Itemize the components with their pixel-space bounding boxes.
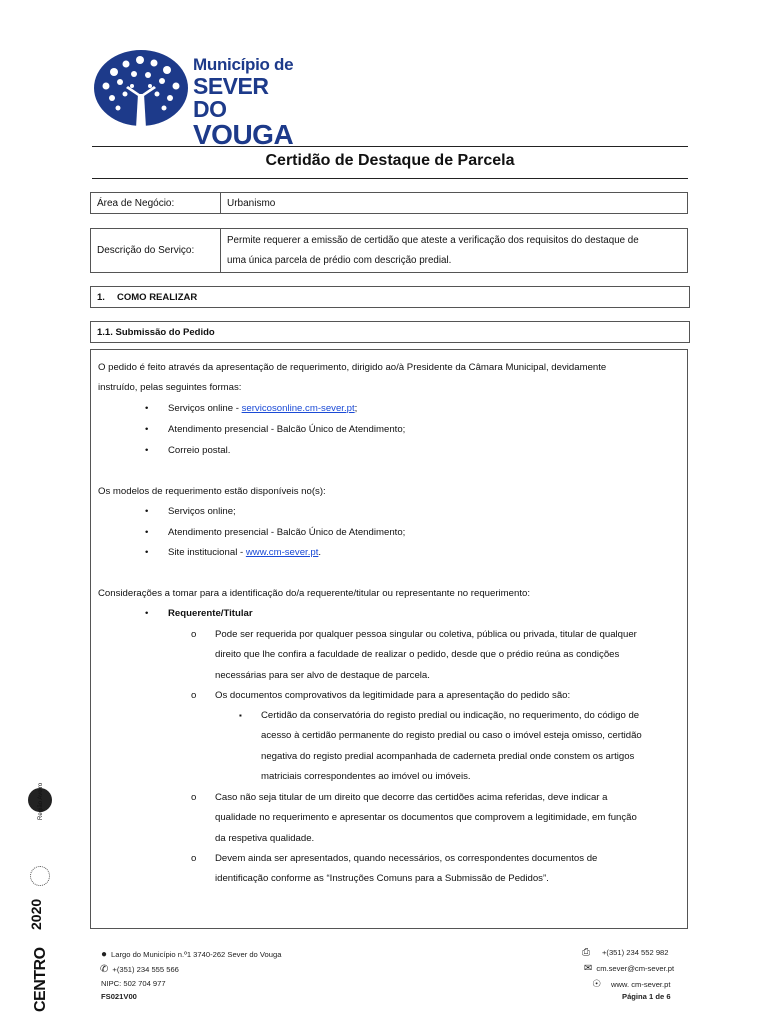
text-line: O pedido é feito através da apresentação de requerimento, dirigido ao/à Presidente da Câmara Municipal, devidamente [98,362,607,373]
list-item: Atendimento presencial - Balcão Único de Atendimento; [168,424,406,435]
list-item [168,543,321,563]
list-item: Correio postal. [168,445,231,456]
text-line: identificação conforme as “Instruções Comuns para a Submissão de Pedidos”. [215,873,549,885]
fax-icon: ⎙ [582,947,590,958]
phone-icon: ✆ [100,964,109,975]
service-description-line: uma única parcela de prédio com descrição predial. [227,254,452,266]
sub-item-1 [215,625,681,686]
models-intro: Os modelos de requerimento estão disponíveis no(s): [98,486,326,497]
list-item-text: Serviços online - [168,403,242,414]
bullet-dot: • [145,527,149,538]
section-submissao [90,321,690,343]
municipality-logo [92,48,302,150]
text-line: Pode ser requerida por qualquer pessoa singular ou coletiva, pública ou privada, titular de qualquer [215,629,637,640]
service-description-label: Descrição do Serviço: [91,229,221,273]
footer-fax [582,947,669,958]
list-item [168,399,357,419]
section-title: COMO REALIZAR [117,291,198,303]
content-box [90,349,688,929]
bullet-dot: • [145,506,149,517]
text-line: matriciais correspondentes ao imóvel ou imóveis. [261,771,471,783]
list-item-suffix: . [318,547,322,558]
footer-phone-left [100,964,179,975]
bullet-circle: o [191,853,197,864]
footer-form-code: FS021V00 [101,992,137,1001]
footer-address [101,949,281,960]
page-number: Página 1 de 6 [622,992,671,1001]
text-line: direito que lhe confira a faculdade de realizar o pedido, desde que o prédio reúna as condições [215,649,620,661]
footer-email [584,963,674,974]
globe-icon: ☉ [592,979,601,990]
eu-stars-icon [30,866,50,886]
considerations-text: Considerações a tomar para a identificação do/a requerente/titular ou representante no requerimento: [98,588,530,599]
bullet-dot: • [145,403,149,414]
list-item: Serviços online; [168,506,236,517]
regiao-label: Região Aveiro [38,782,44,820]
logo-line-1: Município de [193,55,294,74]
business-area-table [90,192,688,214]
sub-item-2: Os documentos comprovativos da legitimidade para a apresentação do pedido são: [215,690,571,701]
centro-label: CENTRO [32,947,49,1012]
intro-paragraph [98,358,680,399]
text-line: acesso à certidão permanente do registo predial ou caso o imóvel esteja omisso, certidão [261,730,642,742]
text-line: Certidão da conservatória do registo predial ou indicação, no requerimento, do código de [261,710,640,721]
website-link[interactable]: www.cm-sever.pt [245,547,319,558]
bullet-circle: o [191,629,197,640]
service-description-table [90,228,688,273]
funding-logos-sidebar [20,780,60,1010]
title-top-rule [92,146,688,147]
footer-website [592,979,670,990]
business-area-value: Urbanismo [221,193,688,214]
year-label: 2020 [28,898,44,930]
service-description-line: Permite requerer a emissão de certidão que ateste a verificação dos requisitos do destaque de [227,234,639,246]
logo-line-3: VOUGA [193,119,294,150]
email-icon: ✉ [584,963,593,974]
list-item: Atendimento presencial - Balcão Único de Atendimento; [168,527,406,538]
address-text: Largo do Município n.º1 3740-262 Sever do Vouga [111,950,282,959]
email-text[interactable]: cm.sever@cm-sever.pt [596,964,675,973]
bullet-dot: • [145,547,149,558]
title-bottom-rule [92,178,688,179]
sub-item-4 [215,849,681,890]
bullet-circle: o [191,792,197,803]
document-title: Certidão de Destaque de Parcela [265,152,515,169]
text-line: necessárias para ser alvo de destaque de parcela. [215,669,430,681]
tree-emblem-icon [92,48,190,136]
subsection-title: 1.1. Submissão do Pedido [97,326,215,338]
text-line: instruído, pelas seguintes formas: [98,382,242,394]
phone-text: +(351) 234 555 566 [112,965,179,974]
list-item-text: Site institucional - [168,547,246,558]
bullet-circle: o [191,690,197,701]
section-number: 1. [97,291,105,303]
bullet-dot: • [145,424,149,435]
logo-line-2: SEVER DO [193,73,269,122]
business-area-label: Área de Negócio: [91,193,221,214]
bullet-dot: • [145,445,149,456]
footer-nipc: NIPC: 502 704 977 [101,979,166,988]
sub-sub-item [261,706,681,788]
website-text[interactable]: www. cm-sever.pt [610,980,671,989]
fax-text: +(351) 234 552 982 [602,948,669,957]
bullet-dot: • [145,608,149,619]
text-line: da respetiva qualidade. [215,832,315,844]
servicos-online-link[interactable]: servicosonline.cm-sever.pt [241,403,355,414]
location-pin-icon: ● [101,949,108,960]
text-line: Devem ainda ser apresentados, quando necessários, os correspondentes documentos de [215,853,598,864]
section-como-realizar [90,286,690,308]
text-line: Caso não seja titular de um direito que decorre das certidões acima referidas, deve indicar a [215,792,608,803]
text-line: qualidade no requerimento e apresentar os documentos que comprovem a legitimidade, em função [215,812,637,824]
service-description-value [221,229,688,273]
bullet-square: ▪ [239,711,242,720]
sub-item-3 [215,788,681,849]
list-item-suffix: ; [354,403,358,414]
text-line: negativa do registo predial acompanhada de caderneta predial onde constem os artigos [261,750,635,762]
requerente-heading: Requerente/Titular [168,608,253,619]
